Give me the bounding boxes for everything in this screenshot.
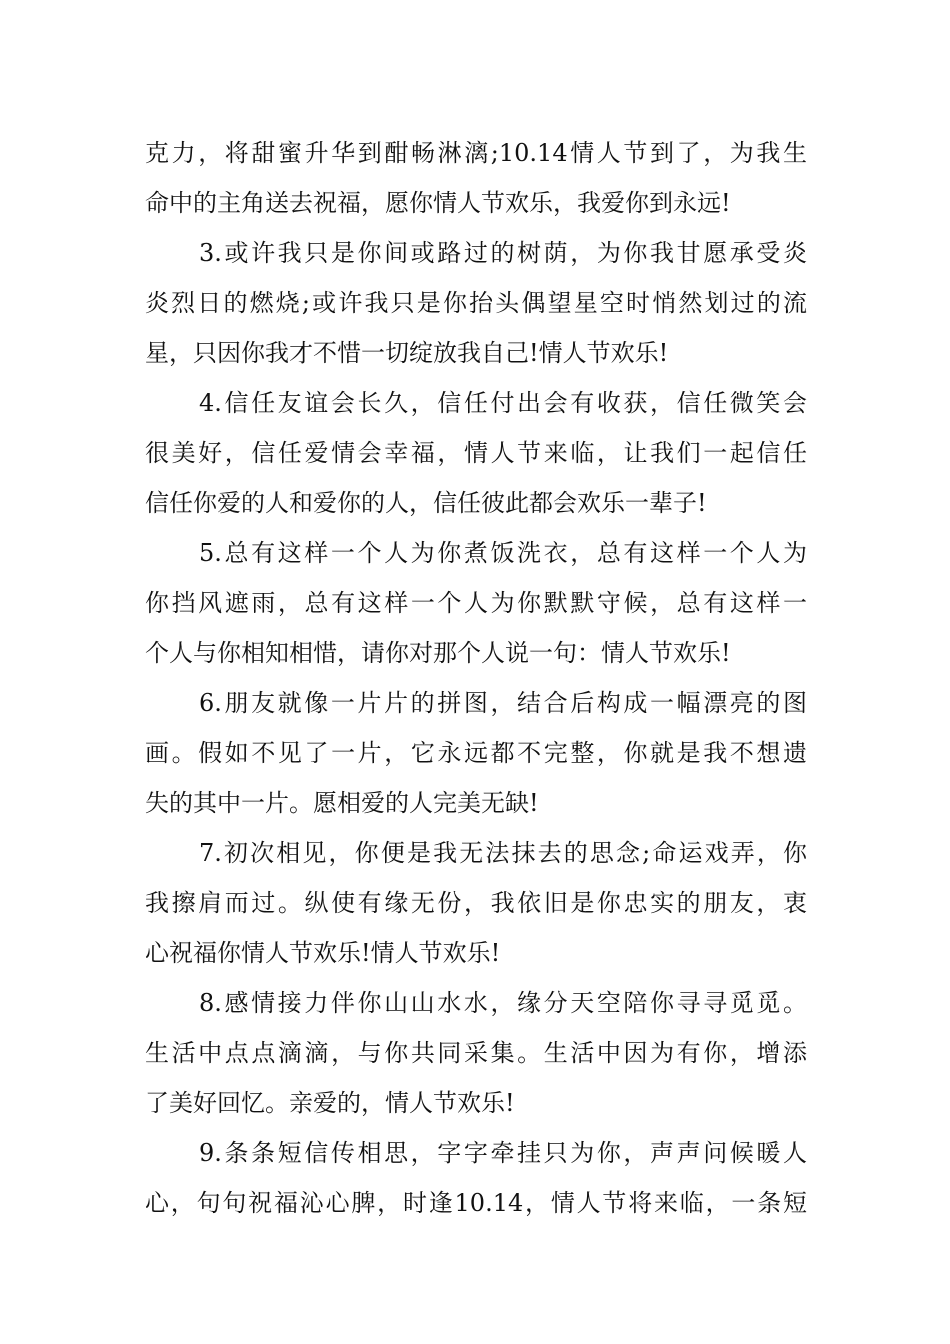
document-body [145,128,807,1228]
text-line: 我擦肩而过。纵使有缘无份，我依旧是你忠实的朋友，衷 [145,889,807,917]
text-line: 星，只因你我才不惜一切绽放我自己!情人节欢乐! [145,339,669,367]
text-line: 克力，将甜蜜升华到酣畅淋漓;10.14情人节到了，为我生 [145,139,807,167]
text-line: 信任你爱的人和爱你的人，信任彼此都会欢乐一辈子! [145,489,707,517]
text-line: 画。假如不见了一片，它永远都不完整，你就是我不想遗 [145,739,807,767]
text-line: 心，句句祝福沁心脾，时逢10.14，情人节将来临，一条短 [145,1189,807,1217]
text-line: 炎烈日的燃烧;或许我只是你抬头偶望星空时悄然划过的流 [145,289,807,317]
text-line: 你挡风遮雨，总有这样一个人为你默默守候，总有这样一 [145,589,807,617]
text-line: 7.初次相见，你便是我无法抹去的思念;命运戏弄，你 [199,839,807,867]
text-line: 6.朋友就像一片片的拼图，结合后构成一幅漂亮的图 [199,689,807,717]
text-line: 失的其中一片。愿相爱的人完美无缺! [145,789,539,817]
text-line: 5.总有这样一个人为你煮饭洗衣，总有这样一个人为 [199,539,807,567]
text-line: 9.条条短信传相思，字字牵挂只为你，声声问候暖人 [199,1139,807,1167]
text-line: 3.或许我只是你间或路过的树荫，为你我甘愿承受炎 [199,239,807,267]
text-line: 4.信任友谊会长久，信任付出会有收获，信任微笑会 [199,389,807,417]
text-line: 个人与你相知相惜，请你对那个人说一句：情人节欢乐! [145,639,731,667]
text-line: 很美好，信任爱情会幸福，情人节来临，让我们一起信任 [145,439,807,467]
text-line: 了美好回忆。亲爱的，情人节欢乐! [145,1089,515,1117]
text-line: 生活中点点滴滴，与你共同采集。生活中因为有你，增添 [145,1039,807,1067]
text-line: 命中的主角送去祝福，愿你情人节欢乐，我爱你到永远! [145,189,731,217]
text-line: 心祝福你情人节欢乐!情人节欢乐! [145,939,501,967]
text-line: 8.感情接力伴你山山水水，缘分天空陪你寻寻觅觅。 [199,989,807,1017]
